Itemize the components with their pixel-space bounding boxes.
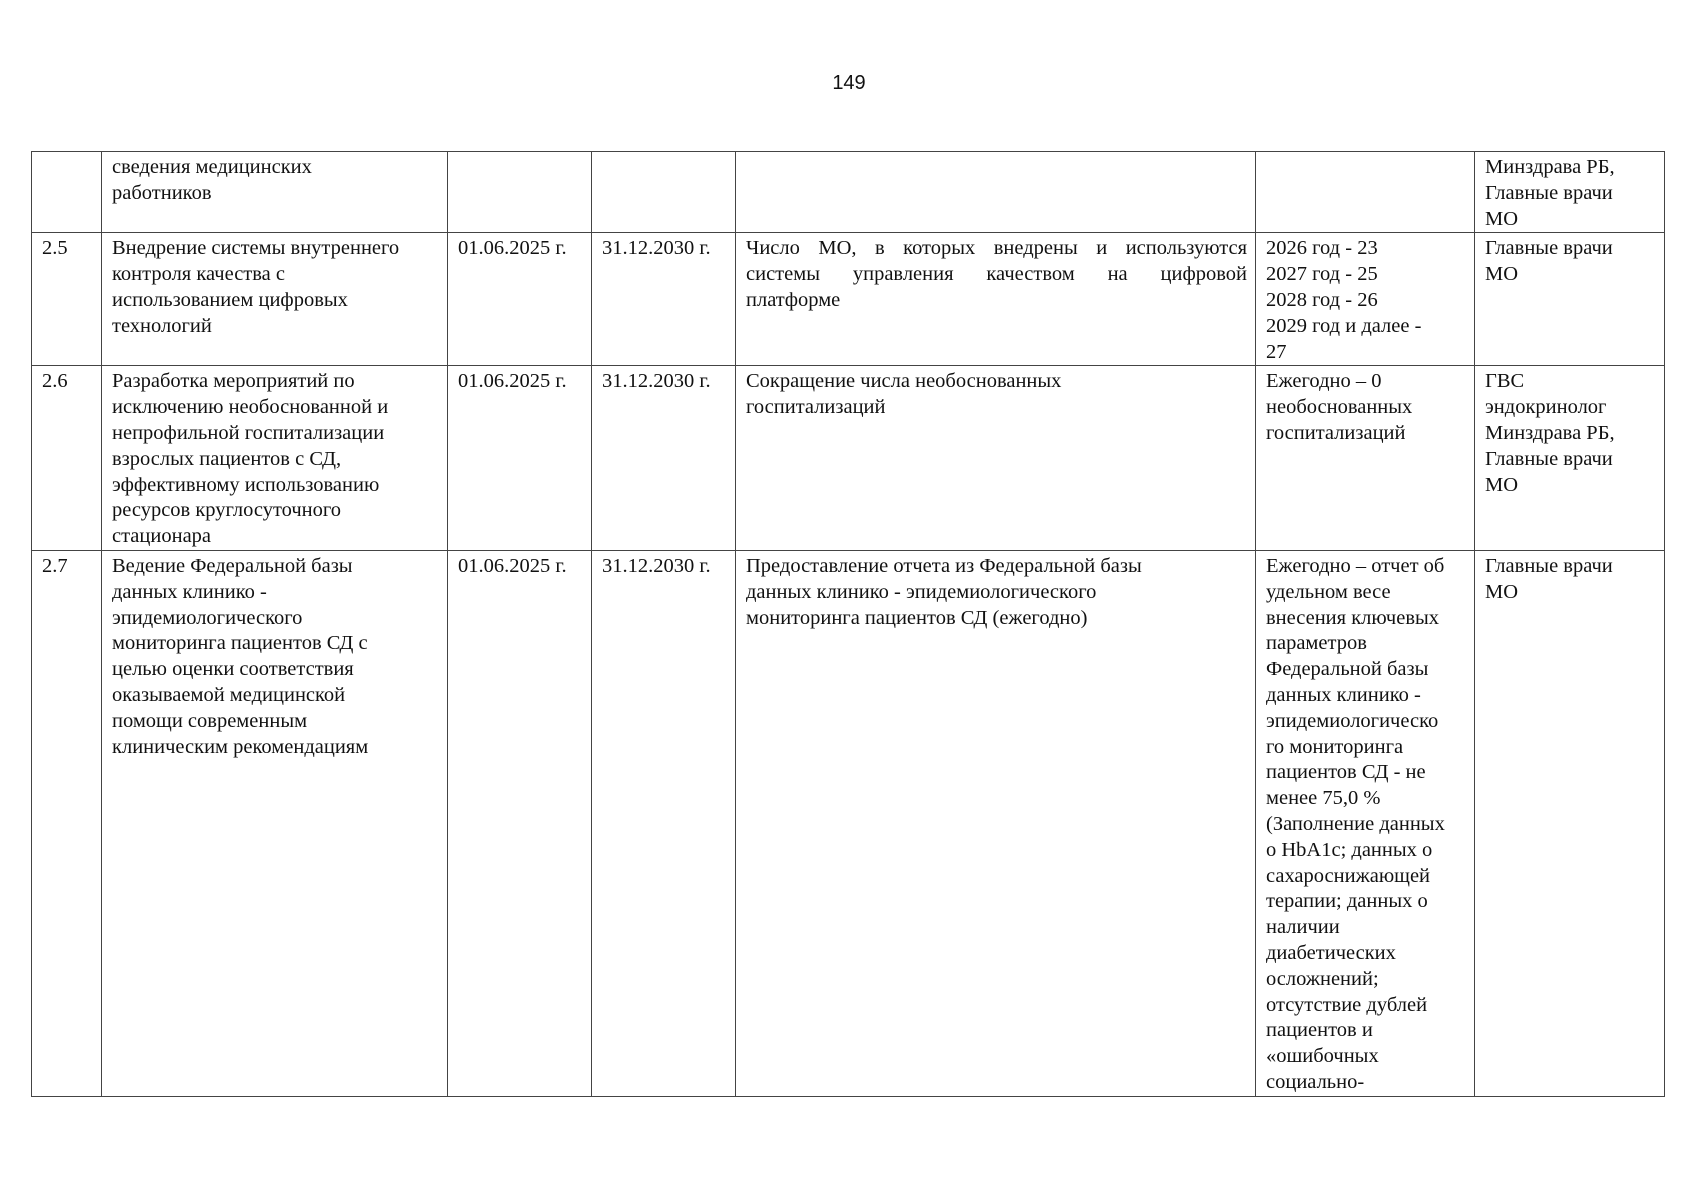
cell-line: сведения медицинских (112, 156, 312, 178)
cell-line: мониторинга пациентов СД с (112, 632, 368, 655)
cell-start-date (448, 152, 592, 233)
cell-end-date (592, 152, 736, 233)
cell-line: Главные врачи (1485, 237, 1613, 260)
cell-start-date: 01.06.2025 г. (448, 366, 592, 551)
cell-line: го мониторинга (1266, 735, 1404, 758)
cell-line: платформе (746, 288, 841, 311)
cell-end-date: 31.12.2030 г. (592, 550, 736, 1096)
cell-line: данных клинико - (112, 580, 267, 603)
cell-line: о HbA1c; данных о (1266, 838, 1433, 861)
cell-expected-result (736, 233, 1256, 366)
cell-line: использованием цифровых (112, 288, 348, 311)
cell-expected-result (736, 366, 1256, 551)
cell-line: Разработка мероприятий по (112, 370, 355, 393)
cell-target-value (1256, 550, 1475, 1096)
cell-line: исключению необоснованной и (112, 396, 389, 419)
measures-table (31, 151, 1665, 1097)
cell-target-value (1256, 233, 1475, 366)
table-row (32, 550, 1665, 1096)
cell-line: «ошибочных (1266, 1045, 1379, 1068)
cell-line: пациентов и (1266, 1019, 1373, 1042)
cell-line: удельном весе (1266, 580, 1391, 603)
cell-line: эндокринолог (1485, 396, 1607, 419)
cell-line: МО (1485, 473, 1519, 496)
cell-line: 27 (1266, 340, 1287, 363)
cell-line: параметров (1266, 632, 1367, 655)
cell-responsible (1475, 366, 1665, 551)
cell-target-value (1256, 366, 1475, 551)
cell-line: Предоставление отчета из Федеральной базы (746, 554, 1142, 577)
cell-line: Ежегодно – 0 (1266, 370, 1382, 393)
cell-number: 2.7 (32, 550, 102, 1096)
table-row (32, 233, 1665, 366)
cell-line: Ежегодно – отчет об (1266, 554, 1445, 577)
cell-number (32, 152, 102, 233)
cell-line: помощи современным (112, 709, 308, 732)
cell-line: необоснованных (1266, 396, 1413, 419)
cell-line: мониторинга пациентов СД (ежегодно) (746, 606, 1088, 629)
cell-line: диабетических (1266, 941, 1396, 964)
cell-start-date: 01.06.2025 г. (448, 233, 592, 366)
cell-expected-result (736, 152, 1256, 233)
cell-line: контроля качества с (112, 263, 285, 286)
cell-line: ГВС (1485, 370, 1525, 393)
cell-line: госпитализаций (1266, 421, 1406, 444)
cell-number: 2.6 (32, 366, 102, 551)
cell-measure-name (102, 152, 448, 233)
cell-line: Минздрава РБ, (1485, 421, 1615, 444)
cell-line: целью оценки соответствия (112, 658, 354, 681)
cell-line: госпитализаций (746, 396, 886, 419)
cell-responsible (1475, 152, 1665, 233)
cell-line: (Заполнение данных (1266, 812, 1445, 835)
cell-end-date: 31.12.2030 г. (592, 366, 736, 551)
cell-line: МО (1485, 263, 1519, 286)
cell-line: Главные врачи (1485, 554, 1613, 577)
cell-line: осложнений; (1266, 967, 1379, 990)
cell-line: Минздрава РБ, (1485, 156, 1615, 178)
cell-line: Федеральной базы (1266, 658, 1429, 681)
cell-line: 2026 год - 23 (1266, 237, 1378, 260)
cell-end-date: 31.12.2030 г. (592, 233, 736, 366)
table-body (32, 152, 1665, 1097)
table-row (32, 152, 1665, 233)
cell-line: Ведение Федеральной базы (112, 554, 353, 577)
cell-line: менее 75,0 % (1266, 787, 1381, 810)
cell-line: системы управления качеством на цифровой (746, 263, 1247, 286)
cell-line: данных клинико - эпидемиологического (746, 580, 1097, 603)
cell-line: пациентов СД - не (1266, 761, 1426, 784)
cell-line: Число МО, в которых внедрены и используются (746, 237, 1247, 260)
cell-line: технологий (112, 314, 212, 337)
cell-line: сахароснижающей (1266, 864, 1431, 887)
cell-line: ресурсов круглосуточного (112, 499, 342, 522)
cell-line: отсутствие дублей (1266, 993, 1428, 1016)
cell-line: оказываемой медицинской (112, 683, 346, 706)
cell-line: эпидемиологическо (1266, 709, 1439, 732)
page-number: 149 (832, 72, 866, 94)
cell-line: Главные врачи (1485, 447, 1613, 470)
cell-responsible (1475, 550, 1665, 1096)
cell-line: Внедрение системы внутреннего (112, 237, 400, 260)
cell-line: взрослых пациентов с СД, (112, 447, 342, 470)
cell-line: эпидемиологического (112, 606, 303, 629)
cell-number: 2.5 (32, 233, 102, 366)
cell-line: социально- (1266, 1070, 1365, 1093)
cell-line: терапии; данных о (1266, 890, 1428, 913)
cell-line: эффективному использованию (112, 473, 380, 496)
cell-line: 2027 год - 25 (1266, 263, 1378, 286)
cell-measure-name (102, 550, 448, 1096)
cell-measure-name (102, 233, 448, 366)
cell-line: МО (1485, 580, 1519, 603)
cell-line: Главные врачи (1485, 181, 1613, 204)
cell-line: наличии (1266, 916, 1340, 939)
cell-line: непрофильной госпитализации (112, 421, 385, 444)
cell-line: данных клинико - (1266, 683, 1421, 706)
cell-line: Сокращение числа необоснованных (746, 370, 1062, 393)
cell-start-date: 01.06.2025 г. (448, 550, 592, 1096)
cell-target-value (1256, 152, 1475, 233)
cell-line: МО (1485, 207, 1519, 230)
cell-responsible (1475, 233, 1665, 366)
cell-line: стационара (112, 525, 212, 548)
cell-line: 2029 год и далее - (1266, 314, 1422, 337)
cell-line: клиническим рекомендациям (112, 735, 369, 758)
cell-line: работников (112, 181, 212, 204)
cell-expected-result (736, 550, 1256, 1096)
cell-measure-name (102, 366, 448, 551)
cell-line: 2028 год - 26 (1266, 288, 1378, 311)
table-row (32, 366, 1665, 551)
cell-line: внесения ключевых (1266, 606, 1440, 629)
